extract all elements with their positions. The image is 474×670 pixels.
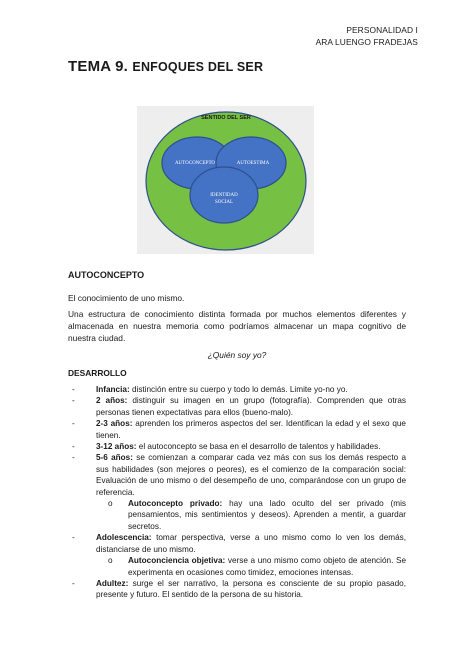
sub-list-item: [68, 555, 406, 578]
definition-paragraph: Una estructura de conocimiento distinta formada por muchos elementos diferentes y almacenada en nuestra memoria como podríamos almacenar un mapa cognitivo de nuestra ciudad.: [68, 309, 406, 344]
sub-text: hay una lado oculto del ser privado (mis pensamientos, mis sentimientos y deseos). Aprenden a mentir, a guardar secretos.: [128, 499, 407, 531]
course-name: PERSONALIDAD I: [346, 25, 418, 35]
stage-label: 5-6 años:: [96, 453, 133, 463]
circle-bullet: o: [108, 556, 113, 566]
dash-bullet: -: [72, 419, 75, 429]
definition-text: El conocimiento de uno mismo.: [68, 293, 185, 303]
label-autoestima: AUTOESTIMA: [236, 161, 270, 166]
sub-text: verse a uno mismo como objeto de atención. Se experimenta en ocasiones como timidez, emociones intensas.: [128, 556, 406, 577]
stage-label: 3-12 años:: [96, 442, 137, 452]
stage-label: Infancia:: [96, 385, 130, 394]
list-item: [68, 578, 406, 601]
dash-bullet: -: [72, 533, 75, 543]
label-social: SOCIAL: [214, 200, 234, 205]
stage-text: tomar perspectiva, verse a uno mismo como lo ven los demás, distanciarse de uno mismo.: [96, 533, 406, 554]
stage-label: 2 años:: [96, 396, 128, 406]
stage-text: distinción entre su cuerpo y todo lo demás. Limite yo-no yo.: [129, 385, 348, 394]
label-autoconcepto: AUTOCONCEPTO: [174, 161, 216, 166]
development-heading: DESARROLLO: [68, 368, 127, 378]
diagram-svg: [137, 106, 314, 254]
list-item: [68, 418, 406, 441]
list-item: [68, 441, 406, 452]
author-name: ARA LUENGO FRADEJAS: [315, 37, 418, 47]
stage-text: surge el ser narrativo, la persona es consciente de su propio pasado, presente y futuro. El sentido de la persona de su historia.: [96, 578, 406, 600]
development-list: [68, 384, 406, 601]
title-number: TEMA 9.: [68, 58, 129, 75]
document-header: [316, 24, 418, 48]
label-identidad: IDENTIDAD: [210, 193, 238, 198]
dash-bullet: -: [72, 453, 75, 463]
page-title: [68, 58, 263, 75]
self-diagram: [137, 106, 314, 254]
dash-bullet: -: [72, 396, 75, 406]
list-item: [68, 395, 406, 418]
dash-bullet: -: [72, 442, 75, 452]
sub-label: Autoconciencia objetiva:: [128, 556, 226, 566]
stage-text: aprenden los primeros aspectos del ser. Identifican la edad y el sexo que tienen.: [96, 419, 406, 440]
stage-text: distinguir su imagen en un grupo (fotografía). Comprenden que otras personas tienen expectativas para ellos (bueno-malo).: [96, 396, 406, 417]
list-item: [68, 532, 406, 555]
question-text: ¿Quién soy yo?: [207, 350, 267, 360]
dash-bullet: -: [72, 385, 75, 394]
stage-text: el autoconcepto se basa en el desarrollo de talentos y habilidades.: [136, 442, 381, 452]
stage-label: Adultez:: [96, 578, 129, 588]
outer-label: SENTIDO DEL SER: [201, 115, 251, 121]
circle-bullet: o: [108, 499, 113, 509]
list-item: [68, 384, 406, 395]
stage-label: 2-3 años:: [96, 419, 133, 429]
stage-label: Adolescencia:: [96, 533, 152, 543]
stage-text: se comienzan a comparar cada vez más con sus los demás respecto a sus habilidades (son mejores o peores), es el comienzo de la comparación social: Evaluación de uno mismo o del desempeño de uno, comparándose con un grupo de referencia.: [96, 453, 406, 497]
list-item: [68, 452, 406, 498]
section-heading: AUTOCONCEPTO: [68, 270, 145, 280]
sub-list-item: [68, 498, 406, 532]
title-text: ENFOQUES DEL SER: [132, 60, 264, 74]
dash-bullet: -: [72, 578, 75, 588]
sub-label: Autoconcepto privado:: [128, 499, 223, 509]
